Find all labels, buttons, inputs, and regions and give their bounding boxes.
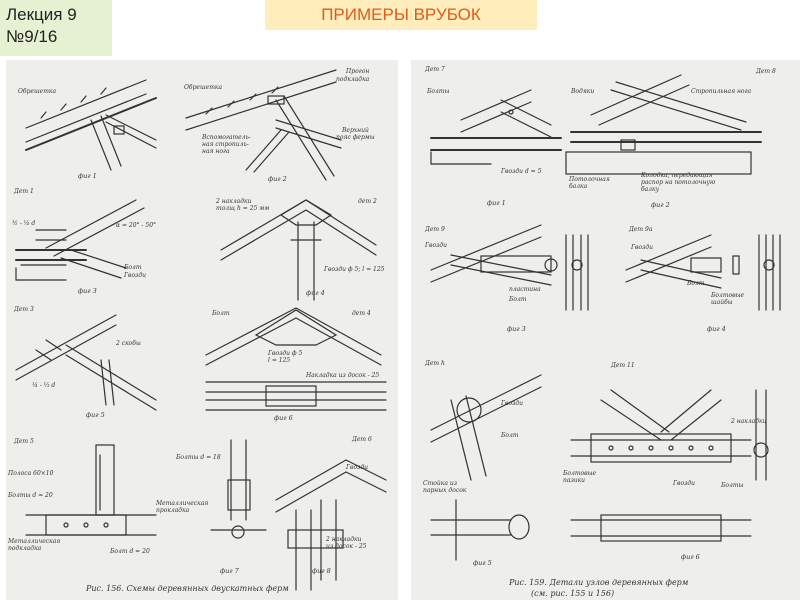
slide-title: ПРИМЕРЫ ВРУБОК (265, 0, 537, 30)
label-vspomog-3: ная нога (202, 148, 230, 155)
label-fig1: фиг 1 (78, 172, 97, 180)
rlabel-bolty-1: Болты (427, 88, 450, 95)
rlabel-gvozdi-3: Гвозди (631, 244, 654, 251)
rlabel-stoyka: Стойка из (423, 480, 457, 487)
label-det3: Дет 3 (14, 306, 34, 313)
label-nakladka: Накладка из досок - 25 (306, 372, 380, 379)
label-bolt-d20: Болт d = 20 (110, 548, 150, 555)
label-angle: α = 20° - 50° (116, 222, 157, 229)
label-gvozdi-3b: l = 125 (268, 357, 291, 364)
rlabel-bolt-shaiby: Болтовые (711, 292, 745, 299)
label-verhniy-2: пояс фермы (336, 134, 375, 141)
label-gvozdi-4: Гвозди (346, 464, 369, 471)
rfig6-drawing (571, 390, 768, 541)
label-nakladki: 2 накладки (216, 198, 252, 205)
rlabel-det9: Дет 9 (425, 226, 445, 233)
fig4-drawing (221, 200, 376, 300)
label-fig3: фиг 3 (78, 287, 97, 295)
right-figure-plate (411, 60, 800, 600)
label-bolty-d18: Болты d = 18 (176, 454, 221, 461)
slide-number: №9/16 (6, 27, 58, 46)
label-det5: Дет 5 (14, 438, 34, 445)
rlabel-nakladki: 2 накладки (731, 418, 767, 425)
rlabel-gvozdi-5: Гвозди (673, 480, 696, 487)
rlabel-boltovye: Болтовые (563, 470, 597, 477)
label-fig2: фиг 2 (268, 175, 287, 183)
right-plate-caption-2: (см. рис. 155 и 156) (531, 589, 615, 598)
label-obreshetka-2: Обрешетка (184, 84, 223, 91)
rlabel-plastina: пластина (509, 286, 541, 293)
rlabel-det9a: Дет 9а (629, 226, 653, 233)
label-gvozdi-1: Гвозди (124, 272, 147, 279)
label-bolt-1: Болт (124, 264, 142, 271)
label-polosa: Полоса 60×10 (8, 470, 54, 477)
rlabel-gvozdi-1: Гвозди d = 5 (501, 168, 542, 175)
fig8-drawing (276, 460, 386, 590)
rlabel-det11: Дет 11 (611, 362, 635, 369)
label-fraction-2: ¼ - ⅓ d (32, 382, 56, 389)
rlabel-bolt-3: Болт (501, 432, 519, 439)
label-fig6: фиг 6 (274, 414, 293, 422)
lecture-label-box (0, 0, 112, 56)
right-plate-drawing (411, 60, 800, 600)
rlabel-fig2: фиг 2 (651, 201, 670, 209)
right-plate-caption: Рис. 159. Детали узлов деревянных ферм (509, 578, 689, 587)
rlabel-fig3: фиг 3 (507, 325, 526, 333)
rlabel-det7: Дет 7 (425, 66, 445, 73)
fig7-drawing (26, 440, 266, 538)
label-det2: дет 2 (358, 198, 377, 205)
label-metal-podkladka-2: подкладка (8, 545, 42, 552)
rlabel-kolodka: Колодка, передающая (641, 172, 713, 179)
rlabel-stropilnaya: Стропильная нога (691, 88, 752, 95)
left-plate-caption: Рис. 156. Схемы деревянных двускатных ферм (86, 584, 289, 593)
label-progon: Прогон (346, 68, 370, 75)
fig5-drawing (16, 315, 156, 410)
label-bolty-d20: Болты d = 20 (8, 492, 53, 499)
fig6-drawing (206, 308, 386, 410)
label-fig4: фиг 4 (306, 289, 325, 297)
label-det4: дет 4 (352, 310, 371, 317)
rlabel-fig5: фиг 5 (473, 559, 492, 567)
label-det6: Дет 6 (352, 436, 372, 443)
label-obreshetka: Обрешетка (18, 88, 57, 95)
label-fig8: фиг 8 (312, 567, 331, 575)
rlabel-boltovye-2: пазики (563, 477, 586, 484)
label-metal-prokladka: Металлическая (156, 500, 209, 507)
label-vspomog-2: ная стропиль- (202, 141, 249, 148)
label-gvozdi-3: Гвозди ф 5 (268, 350, 303, 357)
label-vspomog: Вспомогатель- (202, 134, 251, 141)
rlabel-bolt-2: Болт (687, 280, 705, 287)
label-bolt-2: Болт (212, 310, 230, 317)
rfig1-drawing (431, 90, 561, 164)
rlabel-fig6: фиг 6 (681, 553, 700, 561)
rfig5-drawing (431, 375, 541, 560)
label-skoby: 2 скобы (116, 340, 141, 347)
rlabel-det-h: Дет h (425, 360, 445, 367)
rlabel-stoyka-2: парных досок (423, 487, 467, 494)
rlabel-fig1: фиг 1 (487, 199, 506, 207)
label-det1: Дет 1 (14, 188, 34, 195)
left-figure-plate (6, 60, 398, 600)
label-fig7: фиг 7 (220, 567, 239, 575)
label-podkladka: подкладка (336, 76, 370, 83)
label-metal-prokladka-2: прокладка (156, 507, 190, 514)
rlabel-det8: Дет 8 (756, 68, 776, 75)
label-nakladki-2: толщ h = 25 мм (216, 205, 270, 212)
rlabel-kolodka-3: балку (641, 186, 660, 193)
label-fraction: ½ - ¼ d (12, 220, 36, 227)
rlabel-potolochnaya-2: балка (569, 183, 588, 190)
rlabel-vodyaki: Водяки (571, 88, 595, 95)
lecture-number: Лекция 9 (6, 5, 77, 24)
label-metal-podkladka: Металлическая (8, 538, 61, 545)
rlabel-bolt-shaiby-2: шайбы (711, 299, 733, 306)
label-fig5: фиг 5 (86, 411, 105, 419)
label-verhniy: Верхний (342, 127, 369, 134)
rlabel-gvozdi-2: Гвозди (425, 242, 448, 249)
label-nakladki-3b: из досок - 25 (326, 543, 367, 550)
label-nakladki-3: 2 накладки (326, 536, 362, 543)
rlabel-fig4-top: фиг 4 (707, 325, 726, 333)
label-gvozdi-size: Гвозди ф 5; l = 125 (324, 266, 385, 273)
rlabel-potolochnaya: Потолочная (569, 176, 610, 183)
rlabel-kolodka-2: распор на потолочную (641, 179, 716, 186)
rlabel-bolty-2: Болты (721, 482, 744, 489)
rlabel-bolt-1: Болт (509, 296, 527, 303)
rlabel-gvozdi-4: Гвозди (501, 400, 524, 407)
